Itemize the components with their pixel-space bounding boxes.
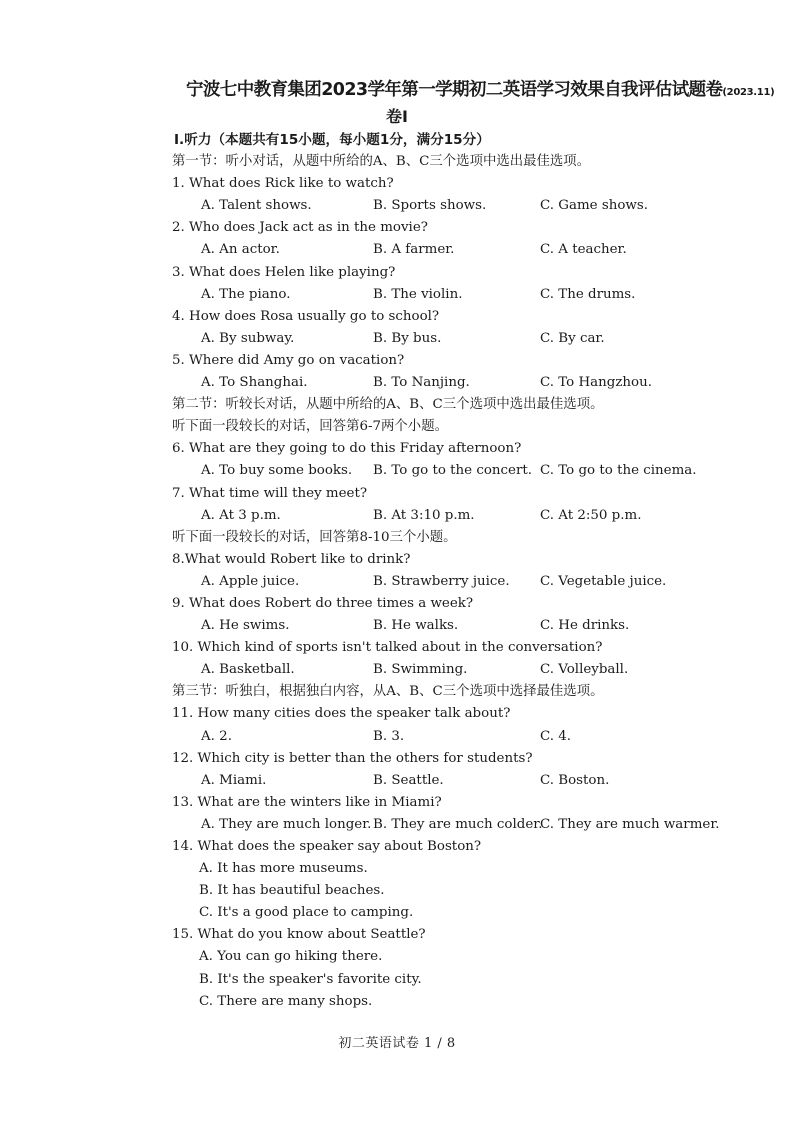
option-a: A. They are much longer. (201, 816, 372, 832)
option-a: A. An actor. (201, 242, 280, 258)
listening-heading: I.听力（本题共有15小题，每小题1分，满分15分） (174, 132, 490, 148)
option-c: C. Boston. (540, 772, 610, 788)
option-c: C. 4. (540, 728, 572, 744)
option-c: C. To Hangzhou. (540, 375, 652, 391)
section3-instruction: 第三节：听独白，根据独白内容，从A、B、C三个选项中选择最佳选项。 (172, 684, 604, 700)
option-b: B. To Nanjing. (373, 375, 470, 391)
options-11 (0, 726, 794, 748)
option-b: B. The violin. (373, 286, 463, 302)
exam-date: (2023.11) (722, 87, 775, 98)
section2-instruction: 第二节：听较长对话，从题中所给的A、B、C三个选项中选出最佳选项。 (172, 397, 604, 413)
option-a: A. It has more museums. (199, 861, 368, 877)
options-4 (0, 328, 794, 350)
options-12 (0, 770, 794, 792)
option-a: A. 2. (201, 728, 232, 744)
option-b: B. 3. (373, 728, 405, 744)
question-3: 3. What does Helen like playing? (172, 264, 396, 280)
exam-title-text: 宁波七中教育集团2023学年第一学期初二英语学习效果自我评估试题卷 (186, 80, 723, 100)
options-3 (0, 284, 794, 306)
options-15-c (0, 991, 794, 1013)
option-c: C. At 2:50 p.m. (540, 507, 642, 523)
options-7 (0, 505, 794, 527)
option-c: C. Vegetable juice. (540, 573, 667, 589)
option-b: B. Seattle. (373, 772, 444, 788)
options-14-c (0, 902, 794, 924)
option-b: B. Sports shows. (373, 198, 487, 214)
option-c: C. It's a good place to camping. (199, 905, 414, 921)
options-14-b (0, 880, 794, 902)
dialog-8-10-instruction: 听下面一段较长的对话，回答第8-10三个小题。 (172, 529, 457, 545)
options-15-b (0, 969, 794, 991)
option-a: A. To buy some books. (201, 463, 353, 479)
dialog-6-7-instruction: 听下面一段较长的对话，回答第6-7两个小题。 (172, 419, 448, 435)
question-8: 8.What would Robert like to drink? (172, 551, 411, 567)
options-5 (0, 372, 794, 394)
option-c: C. By car. (540, 330, 605, 346)
option-b: B. It's the speaker's favorite city. (199, 971, 422, 987)
question-13: 13. What are the winters like in Miami? (172, 794, 442, 810)
option-c: C. Game shows. (540, 198, 648, 214)
option-a: A. By subway. (201, 330, 295, 346)
options-2 (0, 239, 794, 261)
question-2: 2. Who does Jack act as in the movie? (172, 220, 428, 236)
options-15-a (0, 946, 794, 968)
question-4: 4. How does Rosa usually go to school? (172, 308, 440, 324)
option-c: C. The drums. (540, 286, 636, 302)
question-6: 6. What are they going to do this Friday afternoon? (172, 441, 522, 457)
question-11: 11. How many cities does the speaker talk about? (172, 706, 511, 722)
option-b: B. Strawberry juice. (373, 573, 510, 589)
question-9: 9. What does Robert do three times a week? (172, 595, 474, 611)
question-14: 14. What does the speaker say about Boston? (172, 839, 482, 854)
question-5: 5. Where did Amy go on vacation? (172, 352, 405, 368)
options-14-a (0, 858, 794, 880)
option-c: C. To go to the cinema. (540, 463, 697, 479)
option-a: A. Talent shows. (201, 198, 312, 214)
option-c: C. He drinks. (540, 618, 630, 634)
options-10 (0, 659, 794, 681)
volume-label: 卷I (386, 107, 408, 126)
option-a: A. Miami. (201, 772, 267, 788)
options-8 (0, 571, 794, 593)
options-6 (0, 460, 794, 482)
question-7: 7. What time will they meet? (172, 485, 368, 501)
page-footer: 初二英语试卷 1 / 8 (338, 1036, 456, 1051)
question-1: 1. What does Rick like to watch? (172, 176, 394, 192)
question-content (0, 129, 794, 1013)
option-a: A. You can go hiking there. (199, 949, 383, 965)
option-b: B. By bus. (373, 330, 442, 346)
option-c: C. Volleyball. (540, 662, 629, 678)
options-9 (0, 615, 794, 637)
option-b: B. They are much colder. (373, 816, 543, 832)
question-12: 12. Which city is better than the others for students? (172, 750, 533, 766)
option-a: A. Apple juice. (201, 573, 300, 589)
option-a: A. At 3 p.m. (201, 507, 281, 523)
option-a: A. He swims. (201, 618, 290, 634)
option-c: C. They are much warmer. (540, 816, 720, 832)
option-c: C. There are many shops. (199, 993, 373, 1009)
option-a: A. To Shanghai. (201, 375, 308, 391)
option-b: B. Swimming. (373, 662, 468, 678)
option-a: A. The piano. (201, 286, 291, 302)
options-13 (0, 814, 794, 836)
exam-title (186, 76, 775, 101)
option-a: A. Basketball. (201, 662, 295, 678)
question-10: 10. Which kind of sports isn't talked about in the conversation? (172, 640, 603, 656)
option-b: B. He walks. (373, 618, 459, 634)
option-c: C. A teacher. (540, 242, 627, 258)
question-15: 15. What do you know about Seattle? (172, 927, 426, 943)
option-b: B. It has beautiful beaches. (199, 883, 385, 899)
option-b: B. To go to the concert. (373, 463, 532, 479)
option-b: B. A farmer. (373, 242, 455, 258)
options-1 (0, 195, 794, 217)
option-b: B. At 3:10 p.m. (373, 507, 475, 523)
section1-instruction: 第一节：听小对话，从题中所给的A、B、C三个选项中选出最佳选项。 (172, 154, 591, 170)
